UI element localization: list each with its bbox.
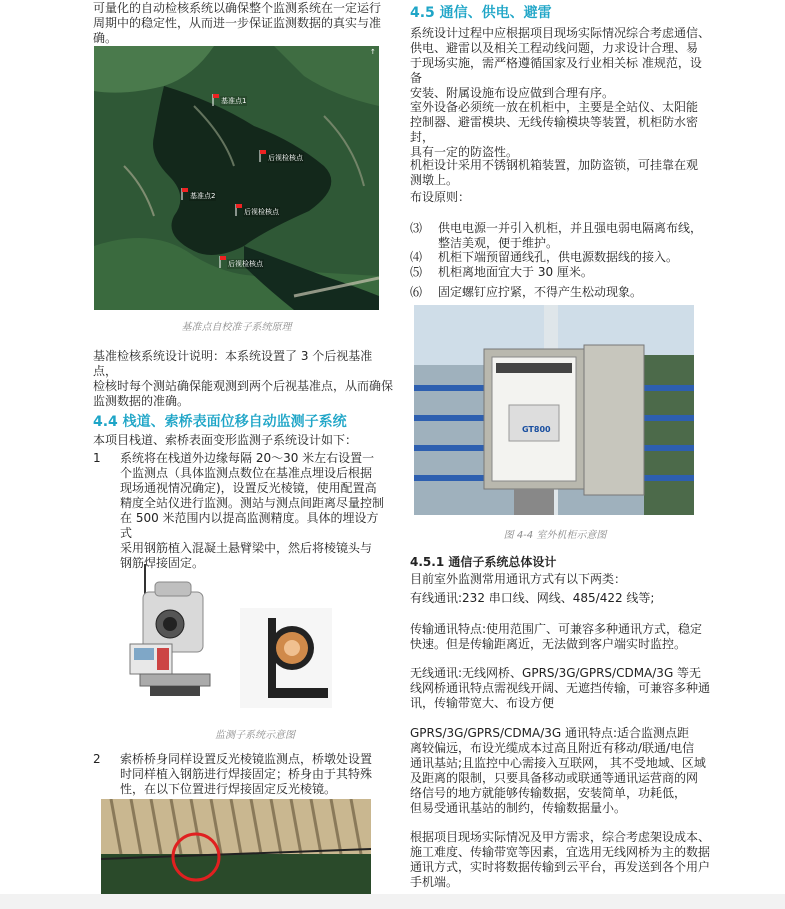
map-label-base2: 基准点2 — [190, 192, 216, 200]
principle-5-marker: ⑸ — [410, 265, 423, 279]
wired-comm: 有线通讯:232 串口线、网线、485/422 线等; — [410, 591, 655, 605]
map-terrain — [94, 46, 379, 310]
intro-paragraph: 可量化的自动检核系统以确保整个监测系统在一定运行 周期中的稳定性，从而进一步保证监测数据的真实与准 确。 — [93, 1, 382, 45]
map-label-back3: 后视检核点 — [228, 260, 263, 268]
principle-5-text: 机柜离地面宜大于 30 厘米。 — [438, 265, 593, 279]
principle-6-text: 固定螺钉应拧紧，不得产生松动现象。 — [438, 285, 643, 299]
cabinet-caption: 图 4-4 室外机柜示意图 — [503, 530, 607, 541]
section-4-5-title: 4.5 通信、供电、避雷 — [410, 5, 552, 21]
total-station-image — [125, 562, 225, 702]
map-label-back1: 后视检核点 — [268, 154, 303, 162]
layout-principles-label: 布设原则： — [410, 190, 471, 204]
cabinet-photo — [414, 305, 694, 515]
bridge-photo — [101, 799, 371, 894]
baseline-desc: 基准检核系统设计说明：本系统设置了 3 个后视基准点， 检核时每个测站确保能观测到两个后视基准点，从而确保 监测数据的准确。 — [93, 349, 394, 408]
section-4-5-p1: 系统设计过程中应根据项目现场实际情况综合考虑通信、 供电、避雷以及相关工程动线问题，力求设计合理、易 于现场实施，需严格遵循国家及行业相关标 准规范，设备 安装、附属设施布设应做到合理有序。 — [410, 26, 711, 100]
section-4-5-p2: 室外设备必须统一放在机柜中，主要是全站仪、太阳能 控制器、避雷模块、无线传输模块等装置，机柜防水密封， 具有一定的防盗性。 — [410, 100, 699, 159]
page-footer-bar — [0, 894, 785, 909]
item-1-marker: 1 — [93, 451, 101, 465]
comm-types-intro: 目前室外监测常用通讯方式有以下两类： — [410, 572, 627, 586]
section-4-5-p3: 机柜设计采用不锈钢机箱装置，加防盗锁，可挂靠在观 测墩上。 — [410, 158, 699, 187]
item-2-marker: 2 — [93, 752, 101, 766]
final-recommendation: 根据项目现场实际情况及甲方需求，综合考虑架设成本、 施工难度、传输带宽等因素，宜选用无线网桥为主的数据 通讯方式，实时将数据传输到云平台，再发送到各个用户 手机端。 — [410, 830, 711, 889]
item-2-text: 索桥桥身同样设置反光棱镜监测点，桥墩处设置 时同样植入钢筋进行焊接固定；桥身由于其特殊 性，在以下位置进行焊接固定反光棱镜。 — [120, 752, 373, 796]
section-4-4-title: 4.4 栈道、索桥表面位移自动监测子系统 — [93, 414, 347, 430]
prism-image — [240, 608, 332, 708]
satellite-map — [94, 46, 379, 310]
item-1-text: 系统将在栈道外边缘每隔 20～30 米左右设置一 个监测点（具体监测点数位在基准点埋设后根据 现场通视情况确定)，设置反光棱镜，使用配置高 精度全站仪进行监测。测站与测点间距离尽量控制 在 500 米范围内以提高监测精度。具体的埋设方式 采用钢筋植入混凝土悬臂梁中，然后将棱镜头与 钢筋焊接固定。 — [120, 451, 385, 570]
principle-6-marker: ⑹ — [410, 285, 423, 299]
principle-4-marker: ⑷ — [410, 250, 423, 264]
gprs-features: GPRS/3G/GPRS/CDMA/3G 通讯特点:适合监测点距 离较偏远，布设光缆成本过高且附近有移动/联通/电信 通讯基站;且监控中心需接入互联网， 其不受地域、区域 及距离的限制，只要具备移动或联通等通讯运营商的网 络信号的地方就能够传输数据，安装简单，功耗低， 但易受通讯基站的制约，传输数据量小。 — [410, 726, 706, 815]
map-label-back2: 后视检核点 — [244, 208, 279, 216]
wireless-comm: 无线通讯:无线网桥、GPRS/3G/GPRS/CDMA/3G 等无 线网桥通讯特点需视线开阔、无遮挡传输，可兼容多种通 讯，传输带宽大、布设方便 — [410, 666, 711, 710]
cabinet-device-label: GT800 — [522, 425, 551, 434]
map-label-base1: 基准点1 — [221, 97, 247, 105]
wired-features: 传输通讯特点:使用范围广、可兼容多种通讯方式，稳定 快速。但是传输距离近，无法做到客户端实时监控。 — [410, 622, 703, 651]
monitoring-figure-caption: 监测子系统示意图 — [215, 730, 295, 741]
section-4-5-1-title: 4.5.1 通信子系统总体设计 — [410, 555, 557, 569]
principle-3-marker: ⑶ — [410, 221, 423, 235]
map-caption: 基准点自校准子系统原理 — [181, 322, 292, 333]
cabinet-illustration — [414, 305, 694, 515]
principle-3-text: 供电电源一并引入机柜，并且强电弱电隔离布线， 整洁美观，便于维护。 — [438, 221, 703, 250]
svg-text:↑: ↑ — [370, 48, 376, 56]
section-4-4-intro: 本项目栈道、索桥表面变形监测子系统设计如下： — [93, 433, 358, 447]
principle-4-text: 机柜下端预留通线孔，供电源数据线的接入。 — [438, 250, 679, 264]
